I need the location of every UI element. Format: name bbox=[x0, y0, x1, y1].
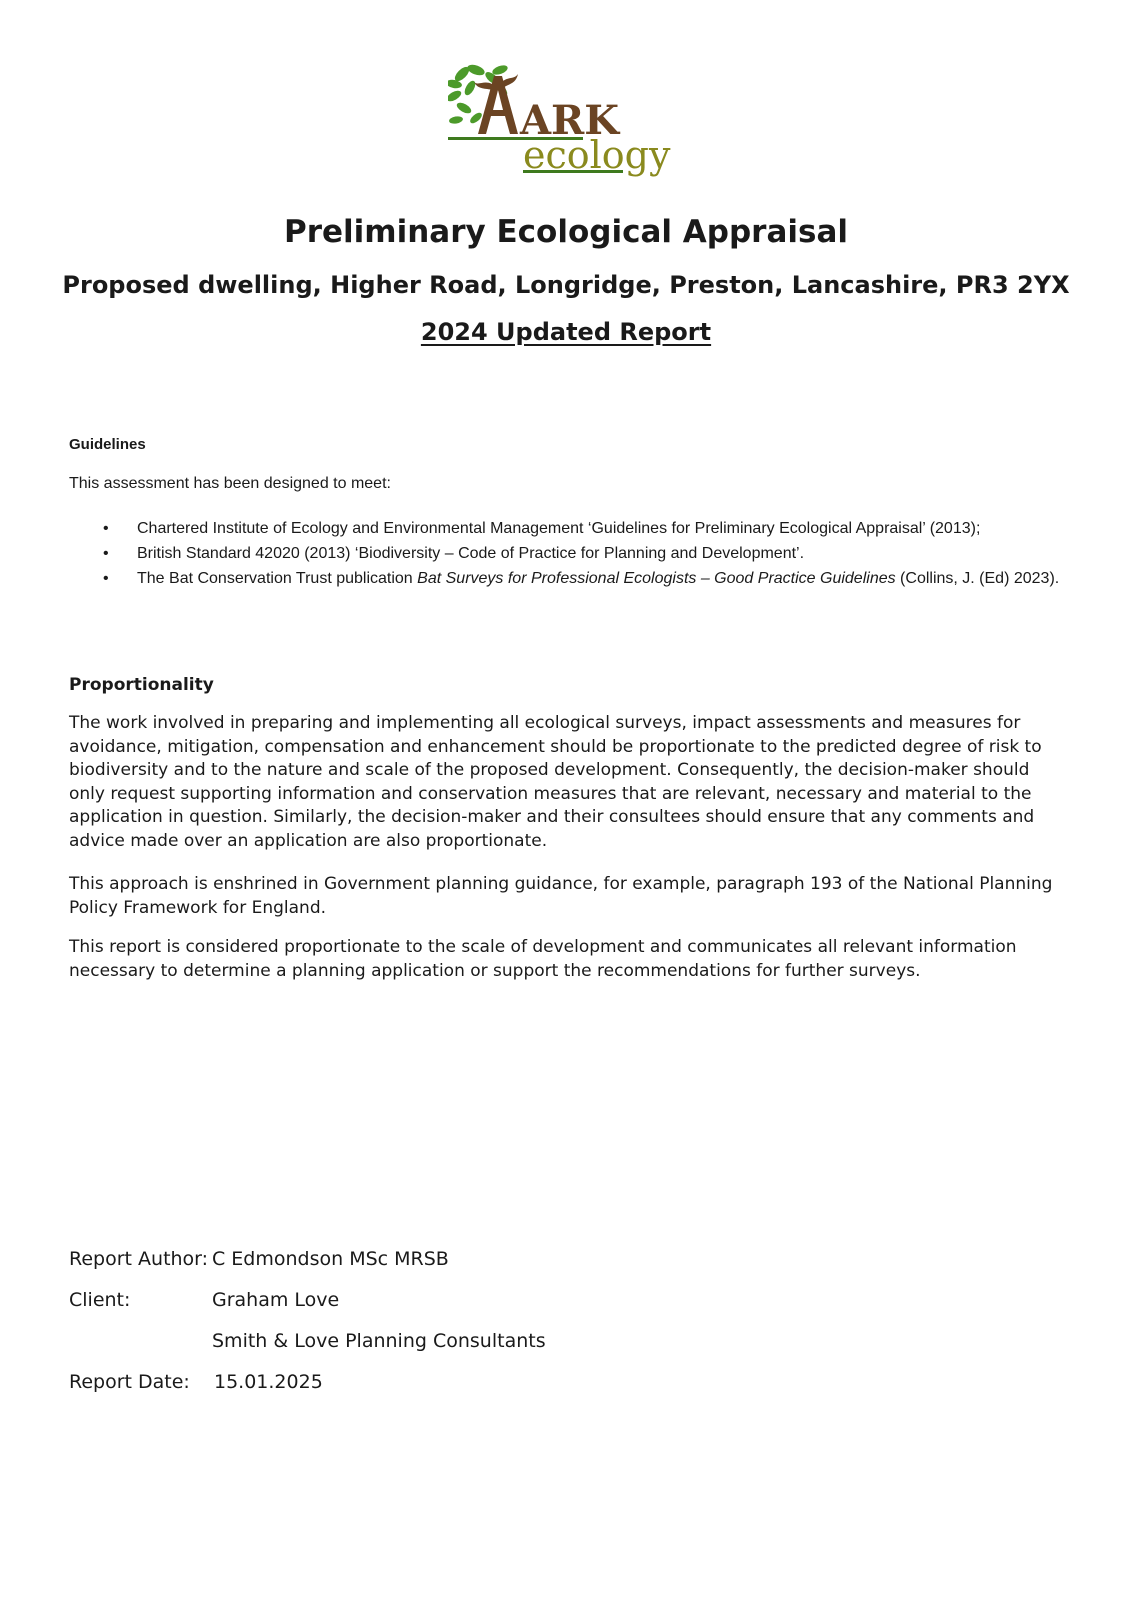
logo-ecology-text: ecology bbox=[523, 133, 671, 177]
report-author-label: Report Author: bbox=[69, 1248, 209, 1270]
client-row bbox=[69, 1287, 340, 1313]
paragraph: This report is considered proportionate to the scale of development and communicates all relevant information necessary to determine a planning application or support the recommendations for further surveys. bbox=[69, 937, 1017, 981]
page-title: Preliminary Ecological Appraisal bbox=[284, 214, 848, 250]
list-item-text: Chartered Institute of Ecology and Environmental Management ‘Guidelines for Preliminary Ecological Appraisal’ (2013); bbox=[137, 520, 981, 537]
report-author-row bbox=[69, 1246, 449, 1272]
list-item bbox=[69, 561, 1069, 596]
guidelines-intro: This assessment has been designed to meet: bbox=[69, 475, 391, 492]
client-label: Client: bbox=[69, 1289, 131, 1311]
client-value: Graham Love bbox=[212, 1289, 340, 1311]
report-author-value: C Edmondson MSc MRSB bbox=[212, 1248, 449, 1270]
paragraph: The work involved in preparing and implementing all ecological surveys, impact assessments and measures for avoidance, mitigation, compensation and enhancement should be proportionate to the predicted degree of risk to biodiversity and to the nature and scale of the proposed development. Consequently, the decision-maker should only request supporting information and conservation measures that are relevant, necessary and material to the application in question. Similarly, the decision-maker and their consultees should ensure that any comments and advice made over an application are also proportionate. bbox=[69, 713, 1042, 851]
page-subtitle: Proposed dwelling, Higher Road, Longridge, Preston, Lancashire, PR3 2YX bbox=[62, 271, 1070, 299]
report-date-label: Report Date: bbox=[69, 1371, 190, 1393]
client-organisation: Smith & Love Planning Consultants bbox=[212, 1330, 546, 1352]
paragraph: This approach is enshrined in Government planning guidance, for example, paragraph 193 of the National Planning Policy Framework for England. bbox=[69, 874, 1053, 918]
ark-ecology-logo bbox=[448, 62, 688, 190]
guidelines-heading: Guidelines bbox=[69, 436, 146, 453]
list-item-text: The Bat Conservation Trust publication bbox=[137, 570, 418, 587]
guidelines-list bbox=[69, 516, 1069, 596]
list-item-text: (Collins, J. (Ed) 2023). bbox=[895, 570, 1060, 587]
report-date-row bbox=[69, 1369, 323, 1395]
tree-trunk-icon bbox=[474, 74, 518, 134]
publication-title: Bat Surveys for Professional Ecologists – Good Practice Guidelines bbox=[417, 570, 896, 587]
proportionality-heading: Proportionality bbox=[69, 675, 214, 695]
list-item bbox=[69, 516, 1069, 541]
logo-ark-text: ARK bbox=[520, 97, 620, 144]
report-version-label: 2024 Updated Report bbox=[420, 318, 712, 346]
list-item-text: British Standard 42020 (2013) ‘Biodiversity – Code of Practice for Planning and Development’. bbox=[137, 545, 805, 562]
report-date-value: 15.01.2025 bbox=[214, 1371, 323, 1393]
logo-graphic bbox=[448, 62, 688, 190]
